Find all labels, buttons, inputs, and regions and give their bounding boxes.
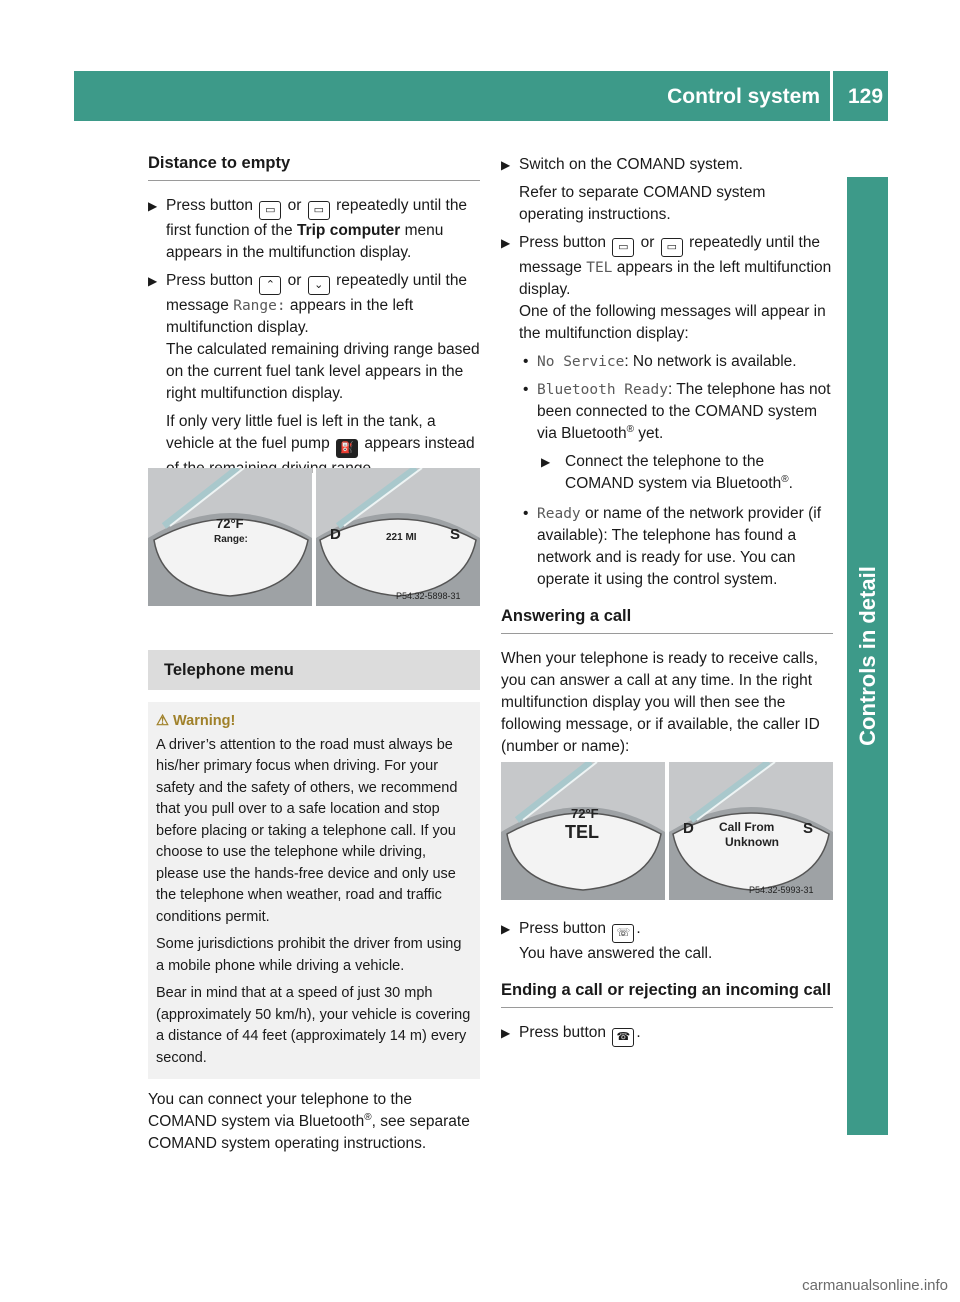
warning-paragraph-2: Some jurisdictions prohibit the driver from using a mobile phone while driving a vehicle. (156, 936, 462, 974)
step-arrow-icon: ▶ (148, 274, 158, 288)
range-label: Range: (214, 534, 248, 545)
gear-indicator-d: D (683, 820, 694, 837)
call-from-label: Call From (719, 820, 775, 834)
range-value: 221 MI (386, 532, 417, 543)
step-range: ▶ Press button ⌃ or ⌄ repeatedly until the message Range: appears in the left multifunction display. The calculated remaining driving range based on the current fuel tank level appears in the right multifunction display. If only very little fuel is left in the tank, a vehicle at the fuel pump ⛽ appears instead (148, 270, 480, 480)
left-column (148, 152, 480, 486)
step-answer-call: ▶ Press button ☏ . You have answered the call. (501, 920, 713, 962)
phone-answer-button-icon: ☏ (612, 924, 634, 943)
figure-code: P54.32-5993-31 (749, 885, 814, 895)
display-down-button-icon: ▭ (661, 238, 683, 257)
range-message: Range: (233, 298, 286, 314)
substep-connect-bluetooth: ▶ Connect the telephone to the COMAND system via Bluetooth®. (541, 453, 793, 492)
display-up-button-icon: ▭ (612, 238, 634, 257)
temperature-readout: 72°F (216, 516, 244, 531)
warning-triangle-icon: ⚠ (156, 713, 169, 729)
section-heading-ending-call: Ending a call or rejecting an incoming call (501, 979, 833, 1008)
tel-message: TEL (586, 260, 613, 276)
step-arrow-icon: ▶ (501, 1026, 511, 1040)
fuel-pump-vehicle-icon: ⛽ (336, 439, 358, 458)
phone-hangup-button-icon: ☎ (612, 1028, 634, 1047)
section-bar-telephone-menu: Telephone menu (148, 650, 480, 690)
temperature-readout: 72°F (571, 806, 599, 821)
gear-indicator-s: S (450, 526, 461, 543)
right-column (501, 154, 833, 764)
bullet-bluetooth-ready: • Bluetooth Ready: The telephone has not been connected to the COMAND system via Bluetooth® yet. (523, 381, 831, 442)
gear-indicator-s: S (803, 820, 814, 837)
figure-code: P54.32-5898-31 (396, 591, 461, 601)
gear-indicator-d: D (330, 526, 341, 543)
side-tab-label-wrap (847, 177, 888, 1135)
watermark: carmanualsonline.info (802, 1277, 948, 1294)
next-button-icon: ⌄ (308, 276, 330, 295)
figure-right-display-call (669, 762, 833, 900)
answering-paragraph: When your telephone is ready to receive calls, you can answer a call at any time. In the right multifunction display you will then see the following message, or if available, the caller ID (number or name): (501, 650, 820, 755)
right-column-lower (501, 918, 833, 1053)
warning-paragraph-1: A driver’s attention to the road must always be his/her primary focus when driving. For your safety and the safety of others, we recommend that you pull over to a safe location and stop before placing or taking a telephone call. If you choose to use the telephone while driving, please use the hands-free device and only use the telephone when weather, road and traffic conditions permit. (156, 736, 458, 925)
bullet-ready: • Ready or name of the network provider (if available): The telephone has found a network and is ready for use. You can operate it using the control system. (523, 505, 822, 588)
step-arrow-icon: ▶ (501, 922, 511, 936)
header-divider (830, 71, 833, 121)
figure-left-display-tel (501, 762, 665, 900)
section-heading-distance: Distance to empty (148, 152, 480, 181)
step-arrow-icon: ▶ (501, 158, 511, 172)
connect-paragraph: You can connect your telephone to the COMAND system via Bluetooth®, see separate COMAND system operating instructions. (148, 1091, 470, 1152)
tel-label: TEL (565, 822, 599, 842)
bullet-no-service: • No Service: No network is available. (523, 353, 797, 370)
figure-left-display-range (148, 468, 312, 606)
display-up-button-icon: ▭ (259, 201, 281, 220)
telephone-menu-section (148, 650, 480, 1161)
warning-title: ⚠ Warning! (156, 713, 236, 729)
warning-paragraph-3: Bear in mind that at a speed of just 30 mph (approximately 50 km/h), your vehicle is covering a distance of 44 feet (approximately 14 m) every second. (156, 985, 471, 1066)
page-number: 129 (848, 85, 884, 108)
step-trip-computer: ▶ Press button ▭ or ▭ repeatedly until the first function of the Trip computer menu appears in the multifunction display. (148, 197, 468, 261)
step-tel-message: ▶ Press button ▭ or ▭ repeatedly until the message TEL appears in the left multifunction display. One of the following messages will appear in the multifunction display: • No Service: No network is available. • Bluetooth Ready: The telephone has not been connected to the COMAND system via Bluetooth® yet. ▶ Connect the telephone to the COMAND system via Bluetooth®. • Ready or name of the network provider (if available): The telephone has found a network and is ready for use. You can operate it using the control system. (501, 232, 833, 591)
chapter-title: Control system (667, 85, 820, 108)
previous-button-icon: ⌃ (259, 276, 281, 295)
step-arrow-icon: ▶ (541, 455, 551, 469)
section-heading-answering: Answering a call (501, 605, 833, 634)
caller-unknown-label: Unknown (725, 835, 779, 849)
display-down-button-icon: ▭ (308, 201, 330, 220)
warning-box (148, 702, 480, 1079)
step-end-call: ▶ Press button ☎ . (501, 1022, 833, 1047)
side-tab-label: Controls in detail (854, 566, 880, 746)
figure-right-display-range (316, 468, 480, 606)
step-arrow-icon: ▶ (148, 199, 158, 213)
step-switch-on-comand: ▶ Switch on the COMAND system. Refer to separate COMAND system operating instructions. (501, 156, 766, 223)
step-arrow-icon: ▶ (501, 236, 511, 250)
